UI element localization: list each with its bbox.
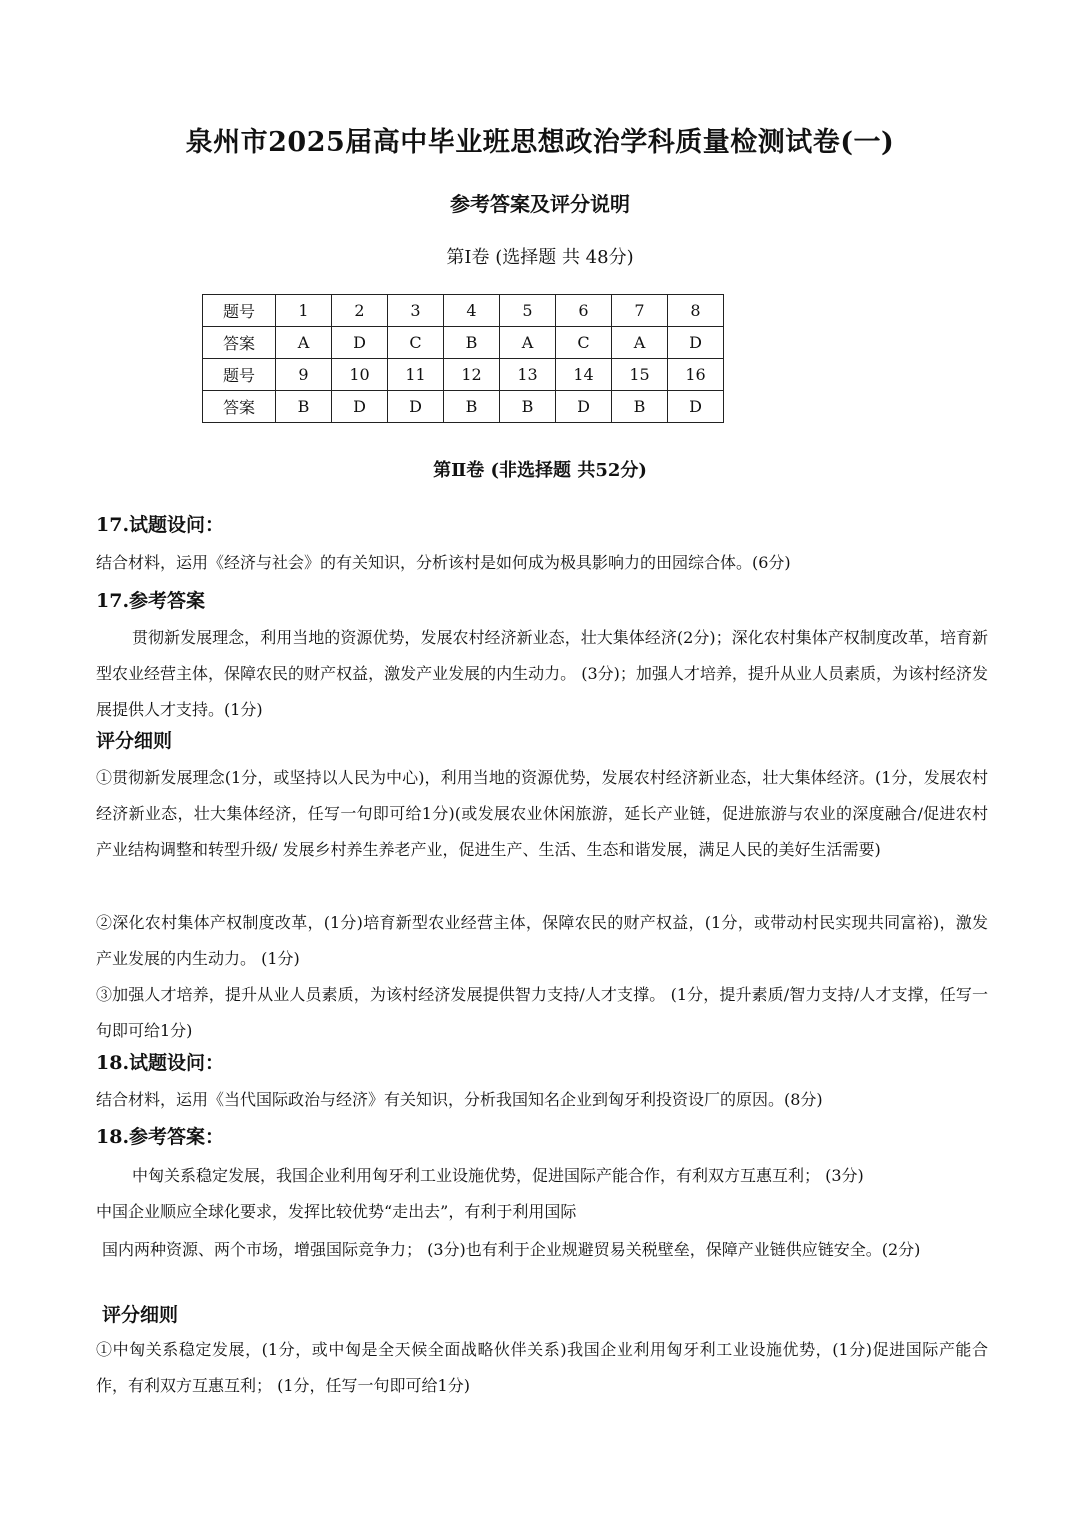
answer-table-row-label: 题号	[203, 359, 276, 391]
answer-table	[202, 294, 724, 423]
q17-rubric-item-1: ①贯彻新发展理念(1分，或坚持以人民为中心)，利用当地的资源优势，发展农村经济新业态，壮大集体经济。(1分，发展农村经济新业态，壮大集体经济，任写一句即可给1分)(或发展农业休闲旅游，延长产业链，促进旅游与农业的深度融合/促进农村产业结构调整和转型升级/ 发展乡村养生养老产业，促进生产、生活、生态和谐发展，满足人民的美好生活需要)	[96, 768, 988, 859]
q18-answer-line-2: 中国企业顺应全球化要求，发挥比较优势“走出去”，有利于利用国际	[96, 1202, 577, 1221]
page-title: 泉州市2025届高中毕业班思想政治学科质量检测试卷(一)	[185, 127, 895, 158]
answer-table-cell: 15	[612, 359, 668, 391]
q17-question-text: 结合材料，运用《经济与社会》的有关知识，分析该村是如何成为极具影响力的田园综合体。(6分)	[96, 553, 791, 572]
answer-table-cell: 2	[332, 295, 388, 327]
q18-rubric-item-1: ①中匈关系稳定发展，(1分，或中匈是全天候全面战略伙伴关系)我国企业利用匈牙利工业设施优势，(1分)促进国际产能合作，有利双方互惠互利； (1分，任写一句即可给1分)	[96, 1340, 988, 1395]
answer-table-cell: C	[556, 327, 612, 359]
answer-table-cell: 10	[332, 359, 388, 391]
answer-table-cell: 9	[276, 359, 332, 391]
q17-rubric-item-2: ②深化农村集体产权制度改革，(1分)培育新型农业经营主体，保障农民的财产权益，(1分，或带动村民实现共同富裕)，激发产业发展的内生动力。 (1分)	[96, 913, 988, 968]
answer-table-cell: D	[668, 327, 724, 359]
answer-table-row	[203, 327, 724, 359]
answer-table-cell: 1	[276, 295, 332, 327]
answer-table-cell: 6	[556, 295, 612, 327]
page-subtitle: 参考答案及评分说明	[450, 192, 630, 216]
answer-table-cell: 4	[444, 295, 500, 327]
q18-answer-heading: 18.参考答案：	[96, 1126, 225, 1148]
q17-answer-text: 贯彻新发展理念，利用当地的资源优势，发展农村经济新业态，壮大集体经济(2分)；深化农村集体产权制度改革，培育新型农业经营主体，保障农民的财产权益，激发产业发展的内生动力。 (3分)；加强人才培养，提升从业人员素质，为该村经济发展提供人才支持。(1分)	[96, 628, 988, 719]
q17-rubric-heading: 评分细则	[96, 730, 173, 752]
answer-table-cell: C	[388, 327, 444, 359]
answer-table-row	[203, 359, 724, 391]
answer-table-cell: B	[444, 391, 500, 423]
answer-table-row-label: 答案	[203, 391, 276, 423]
answer-table-cell: 14	[556, 359, 612, 391]
q18-question-heading: 18.试题设问：	[96, 1052, 225, 1074]
answer-table-row	[203, 295, 724, 327]
answer-table-row	[203, 391, 724, 423]
q18-rubric-heading: 评分细则	[102, 1304, 179, 1326]
answer-table-cell: D	[388, 391, 444, 423]
answer-table-cell: B	[500, 391, 556, 423]
answer-table-cell: D	[332, 327, 388, 359]
answer-table-cell: 5	[500, 295, 556, 327]
answer-table-cell: 8	[668, 295, 724, 327]
q17-rubric-item-3: ③加强人才培养，提升从业人员素质，为该村经济发展提供智力支持/人才支撑。 (1分，提升素质/智力支持/人才支撑，任写一句即可给1分)	[96, 985, 988, 1040]
q17-question-heading: 17.试题设问：	[96, 514, 225, 536]
answer-table-cell: 3	[388, 295, 444, 327]
q18-answer-line-1: 中匈关系稳定发展，我国企业利用匈牙利工业设施优势，促进国际产能合作，有利双方互惠互利； (3分)	[132, 1166, 864, 1185]
answer-table-cell: A	[612, 327, 668, 359]
part2-title: 第Ⅱ卷 (非选择题 共52分)	[433, 460, 647, 481]
answer-table-cell: 7	[612, 295, 668, 327]
answer-table-cell: B	[612, 391, 668, 423]
answer-table-cell: A	[500, 327, 556, 359]
answer-table-cell: D	[668, 391, 724, 423]
answer-table-cell: B	[444, 327, 500, 359]
answer-table-cell: 12	[444, 359, 500, 391]
q18-question-text: 结合材料，运用《当代国际政治与经济》有关知识，分析我国知名企业到匈牙利投资设厂的原因。(8分)	[96, 1090, 823, 1109]
answer-table-cell: B	[276, 391, 332, 423]
answer-table-cell: 11	[388, 359, 444, 391]
answer-table-cell: D	[556, 391, 612, 423]
part1-title: 第Ⅰ卷 (选择题 共 48分)	[446, 247, 634, 268]
answer-table-row-label: 答案	[203, 327, 276, 359]
q17-answer-heading: 17.参考答案	[96, 590, 206, 612]
q18-answer-line-3: 国内两种资源、两个市场，增强国际竞争力； (3分)也有利于企业规避贸易关税壁垒，保障产业链供应链安全。(2分)	[102, 1240, 921, 1259]
answer-table-row-label: 题号	[203, 295, 276, 327]
answer-table-cell: 13	[500, 359, 556, 391]
answer-table-cell: A	[276, 327, 332, 359]
answer-table-cell: 16	[668, 359, 724, 391]
answer-table-cell: D	[332, 391, 388, 423]
